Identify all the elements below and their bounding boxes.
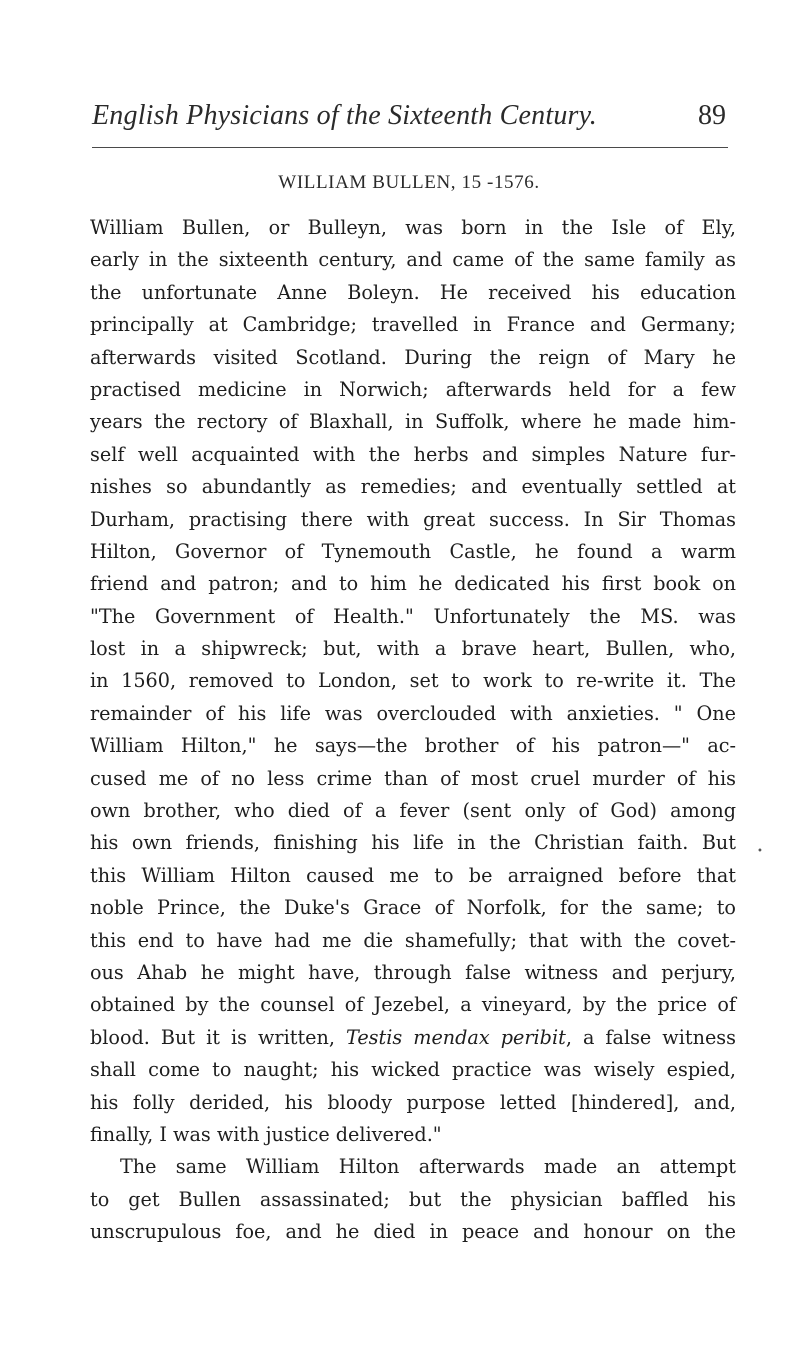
page-number: 89 <box>698 100 726 131</box>
text-line: principally at Cambridge; travelled in France and Germany; <box>90 313 736 337</box>
section-heading: WILLIAM BULLEN, 15 -1576. <box>278 172 540 193</box>
text-line: Durham, practising there with great success. In Sir Thomas <box>90 507 736 531</box>
text-line: remainder of his life was overclouded with anxieties. " One <box>90 701 736 725</box>
text-line: his folly derided, his bloody purpose letted [hindered], and, <box>90 1090 736 1114</box>
header-rule <box>92 147 728 148</box>
running-title: English Physicians of the Sixteenth Century. <box>92 100 597 131</box>
text-line: The same William Hilton afterwards made an attempt <box>120 1155 736 1179</box>
text-line: this end to have had me die shamefully; that with the covet- <box>90 928 736 952</box>
text-line: Hilton, Governor of Tynemouth Castle, he found a warm <box>90 539 736 563</box>
text-line: self well acquainted with the herbs and simples Nature fur- <box>90 442 736 466</box>
text-line: unscrupulous foe, and he died in peace and honour on the <box>90 1220 736 1244</box>
text-line: cused me of no less crime than of most cruel murder of his <box>90 766 736 790</box>
running-head <box>92 100 726 140</box>
text-line: friend and patron; and to him he dedicated his first book on <box>90 572 736 596</box>
text-line: his own friends, finishing his life in the Christian faith. But <box>90 831 736 855</box>
text-line: William Bullen, or Bulleyn, was born in the Isle of Ely, <box>90 216 736 239</box>
text-line: early in the sixteenth century, and came of the same family as <box>90 248 736 272</box>
text-line: afterwards visited Scotland. During the reign of Mary he <box>90 345 736 369</box>
text-line: William Hilton," he says—the brother of his patron—" ac- <box>90 734 736 758</box>
text-line: in 1560, removed to London, set to work to re-write it. The <box>90 669 736 693</box>
text-line: obtained by the counsel of Jezebel, a vineyard, by the price of <box>90 993 736 1017</box>
text-line-with-latin: blood. But it is written, Testis mendax peribit, a false witness <box>90 1025 736 1049</box>
latin-phrase: Testis mendax peribit <box>346 1025 566 1049</box>
text-line: nishes so abundantly as remedies; and eventually settled at <box>90 475 736 499</box>
text-line: finally, I was with justice delivered." <box>90 1122 442 1146</box>
body-text <box>90 212 736 1249</box>
text-line: lost in a shipwreck; but, with a brave heart, Bullen, who, <box>90 637 736 661</box>
text-line: "The Government of Health." Unfortunately the MS. was <box>90 604 736 628</box>
text-line: noble Prince, the Duke's Grace of Norfolk, for the same; to <box>90 896 736 920</box>
text-line: this William Hilton caused me to be arraigned before that <box>90 863 736 887</box>
margin-mark: • <box>757 846 763 857</box>
text-line: practised medicine in Norwich; afterwards held for a few <box>90 377 736 401</box>
text-line: ous Ahab he might have, through false witness and perjury, <box>90 960 736 984</box>
text-line: years the rectory of Blaxhall, in Suffolk, where he made him- <box>90 410 736 434</box>
text-line: own brother, who died of a fever (sent only of God) among <box>90 799 736 823</box>
text-line: shall come to naught; his wicked practice was wisely espied, <box>90 1058 736 1082</box>
text-line: the unfortunate Anne Boleyn. He received his education <box>90 280 736 304</box>
text-line: to get Bullen assassinated; but the physician baffled his <box>90 1187 736 1211</box>
